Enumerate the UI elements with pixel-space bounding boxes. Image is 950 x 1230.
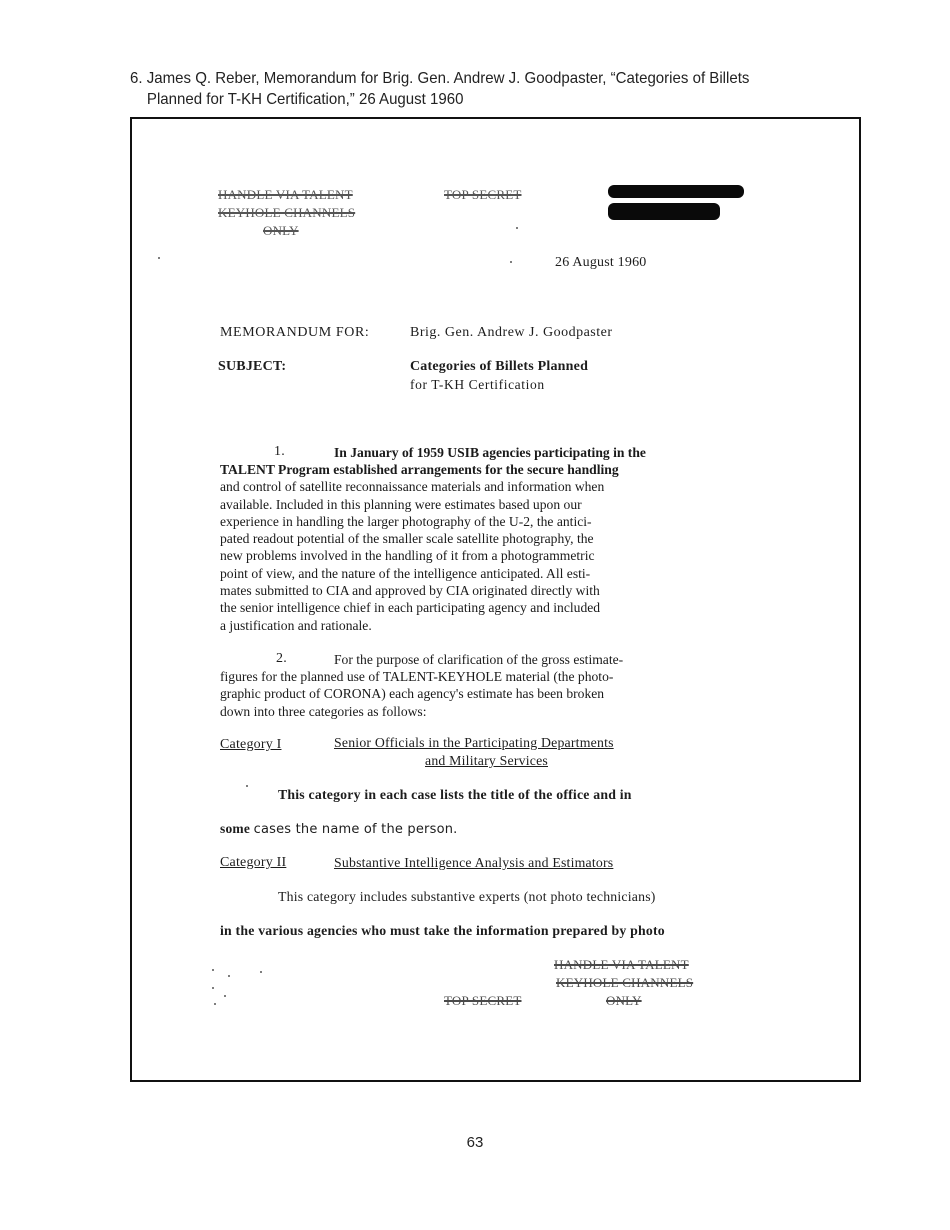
- scanned-memo-frame: [130, 117, 861, 1082]
- category-1-title-line-2: and Military Services: [425, 753, 548, 768]
- memo-date: 26 August 1960: [555, 255, 647, 270]
- scan-speck: [228, 975, 230, 977]
- subject-label: SUBJECT:: [218, 359, 287, 374]
- footer-handle-via-line1: HANDLE VIA TALENT: [554, 957, 689, 972]
- footer-handle-via-line2: KEYHOLE CHANNELS: [556, 975, 694, 990]
- figure-caption: [130, 68, 788, 110]
- category-2-text-line-1: This category includes substantive experts (not photo technicians): [278, 889, 656, 904]
- scan-speck: [516, 227, 518, 229]
- category-2-label: Category II: [220, 855, 287, 870]
- para1-line-5: experience in handling the larger photography of the U-2, the antici-: [220, 514, 592, 529]
- scan-speck: [260, 971, 262, 973]
- scan-speck: [224, 995, 226, 997]
- category-2-text-line-2: in the various agencies who must take the information prepared by photo: [220, 923, 665, 938]
- subject-line-1: Categories of Billets Planned: [410, 359, 589, 374]
- page-number: 63: [466, 1134, 484, 1151]
- para1-line-4: available. Included in this planning were estimates based upon our: [220, 497, 582, 512]
- para1-line-2: TALENT Program established arrangements for the secure handling: [220, 462, 619, 477]
- para1-line-11: a justification and rationale.: [220, 618, 372, 633]
- para1-line-7: new problems involved in the handling of it from a photogrammetric: [220, 548, 595, 563]
- category-1-text-line-2: [220, 821, 458, 837]
- para2-line-2: figures for the planned use of TALENT-KEYHOLE material (the photo-: [220, 669, 614, 684]
- subject-line-2: for T-KH Certification: [410, 377, 545, 392]
- memorandum-for-value: Brig. Gen. Andrew J. Goodpaster: [410, 325, 613, 340]
- header-handle-via-line2: KEYHOLE CHANNELS: [218, 205, 356, 220]
- header-handle-via-line1: HANDLE VIA TALENT: [218, 187, 353, 202]
- para2-number: 2.: [276, 651, 287, 666]
- caption-line-2: Planned for T-KH Certification,” 26 August 1960: [146, 91, 464, 108]
- scan-speck: [510, 261, 512, 263]
- caption-line-1: 6. James Q. Reber, Memorandum for Brig. Gen. Andrew J. Goodpaster, “Categories of Billets: [130, 70, 750, 87]
- header-classification: TOP SECRET: [444, 187, 522, 202]
- para1-line-1: In January of 1959 USIB agencies participating in the: [334, 445, 646, 460]
- para2-line-4: down into three categories as follows:: [220, 704, 427, 719]
- memorandum-for-label: MEMORANDUM FOR:: [220, 325, 370, 340]
- header-handle-via-line3: ONLY: [263, 223, 299, 238]
- scan-speck: [212, 987, 214, 989]
- para1-line-3: and control of satellite reconnaissance materials and information when: [220, 479, 605, 494]
- para1-line-8: point of view, and the nature of the intelligence anticipated. All esti-: [220, 566, 591, 581]
- redaction-bar-1: [608, 185, 744, 198]
- para2-line-3: graphic product of CORONA) each agency's estimate has been broken: [220, 686, 605, 701]
- redaction-bar-2: [608, 203, 720, 220]
- footer-classification: TOP SECRET: [444, 993, 522, 1008]
- scan-speck: [246, 785, 248, 787]
- footer-handle-via-line3: ONLY: [606, 993, 642, 1008]
- para1-number: 1.: [274, 444, 285, 459]
- category-2-title: Substantive Intelligence Analysis and Estimators: [334, 855, 614, 870]
- category-1-text-line-2-rest: cases the name of the person.: [253, 822, 458, 837]
- para1-line-9: mates submitted to CIA and approved by CIA originated directly with: [220, 583, 600, 598]
- para1-line-6: pated readout potential of the smaller scale satellite photography, the: [220, 531, 594, 546]
- category-1-text-line-1: This category in each case lists the title of the office and in: [278, 787, 632, 802]
- category-1-title-line-1: Senior Officials in the Participating Departments: [334, 735, 614, 750]
- scan-speck: [212, 969, 214, 971]
- category-1-text-line-2-bold: some: [220, 821, 251, 836]
- scan-speck: [158, 257, 160, 259]
- para1-line-10: the senior intelligence chief in each participating agency and included: [220, 600, 601, 615]
- category-1-label: Category I: [220, 737, 282, 752]
- scan-speck: [214, 1003, 216, 1005]
- para2-line-1: For the purpose of clarification of the gross estimate-: [334, 652, 624, 667]
